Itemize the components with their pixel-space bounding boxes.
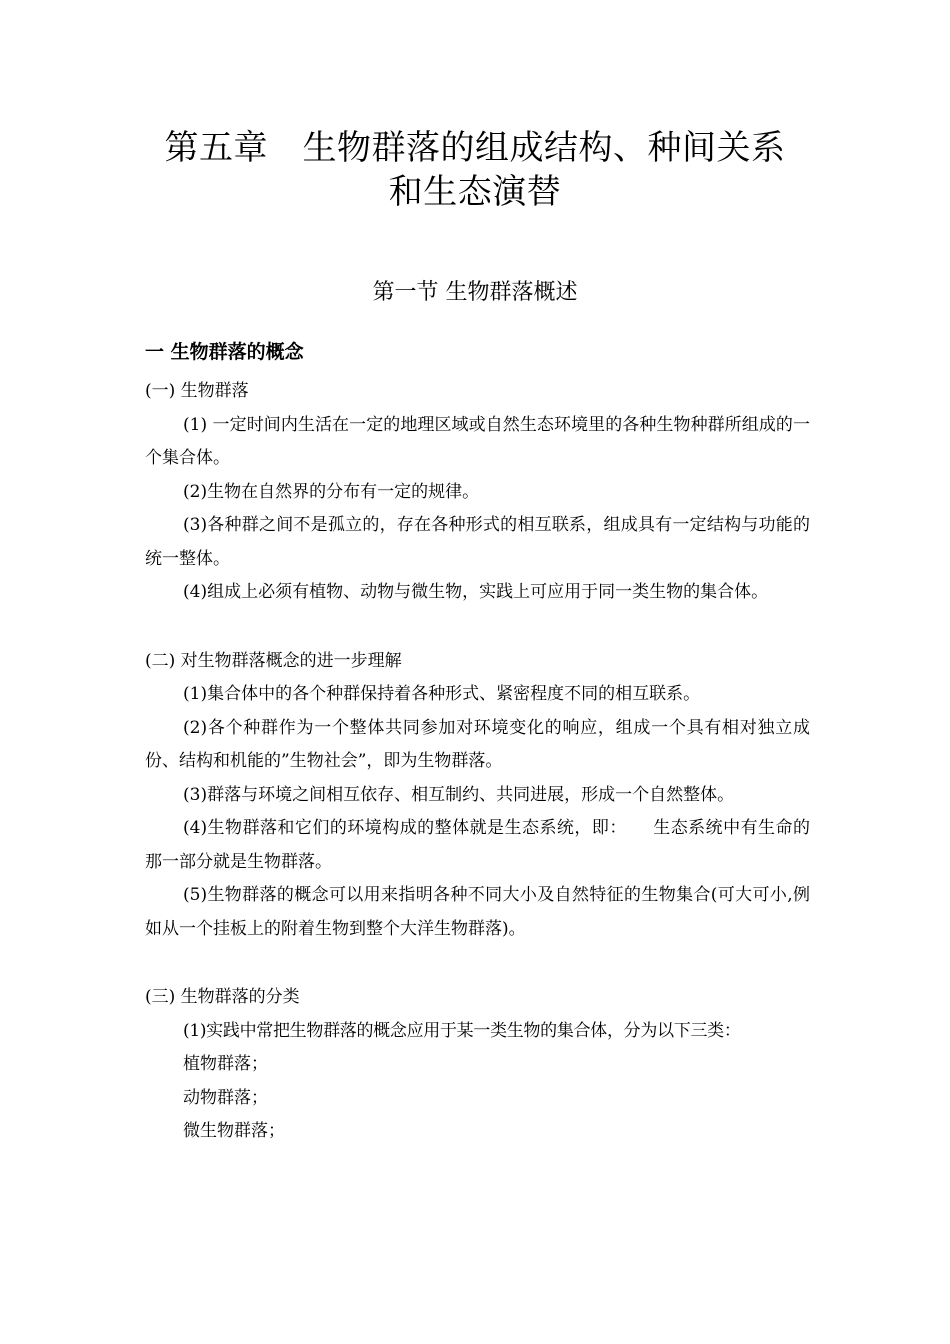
paragraph-1-1: (1) 一定时间内生活在一定的地理区域或自然生态环境里的各种生物种群所组成的一个集合体。: [145, 414, 810, 468]
paragraph-2-5: (5)生物群落的概念可以用来指明各种不同大小及自然特征的生物集合(可大可小,例如从一个挂板上的附着生物到整个大洋生物群落)。: [145, 885, 810, 939]
chapter-title-line1: 第五章 生物群落的组成结构、种间关系: [164, 128, 786, 168]
list-item-microbial-community: 微生物群落；: [183, 1121, 285, 1141]
paragraph-1-4: (4)组成上必须有植物、动物与微生物，实践上可应用于同一类生物的集合体。: [183, 582, 769, 602]
chapter-title-line2: 和生态演替: [388, 172, 562, 212]
body-text: [145, 375, 810, 1149]
subheading-further-understanding: (二) 对生物群落概念的进一步理解: [145, 650, 402, 671]
section-title: 第一节 生物群落概述: [372, 280, 578, 305]
spacer: [145, 946, 810, 981]
paragraph-3-1: (1)实践中常把生物群落的概念应用于某一类生物的集合体，分为以下三类：: [183, 1020, 741, 1041]
paragraph-2-4: (4)生物群落和它们的环境构成的整体就是生态系统，即： 生态系统中有生命的那一部分就是生物群落。: [145, 818, 810, 872]
spacer: [145, 610, 810, 645]
paragraph-1-3: (3)各种群之间不是孤立的，存在各种形式的相互联系，组成具有一定结构与功能的统一整体。: [145, 515, 810, 569]
subheading-biotic-community: (一) 生物群落: [145, 381, 249, 401]
list-item-plant-community: 植物群落；: [183, 1054, 268, 1074]
paragraph-2-1: (1)集合体中的各个种群保持着各种形式、紧密程度不同的相互联系。: [183, 684, 701, 704]
heading-concept: 一 生物群落的概念: [145, 341, 304, 363]
chapter-title: [100, 126, 850, 214]
paragraph-2-2: (2)各个种群作为一个整体共同参加对环境变化的响应，组成一个具有相对独立成份、结构和机能的”生物社会”，即为生物群落。: [145, 717, 810, 771]
list-item-animal-community: 动物群落；: [183, 1087, 268, 1108]
subheading-classification: (三) 生物群落的分类: [145, 987, 300, 1007]
paragraph-1-2: (2)生物在自然界的分布有一定的规律。: [183, 481, 480, 502]
paragraph-2-3: (3)群落与环境之间相互依存、相互制约、共同进展，形成一个自然整体。: [183, 784, 735, 805]
